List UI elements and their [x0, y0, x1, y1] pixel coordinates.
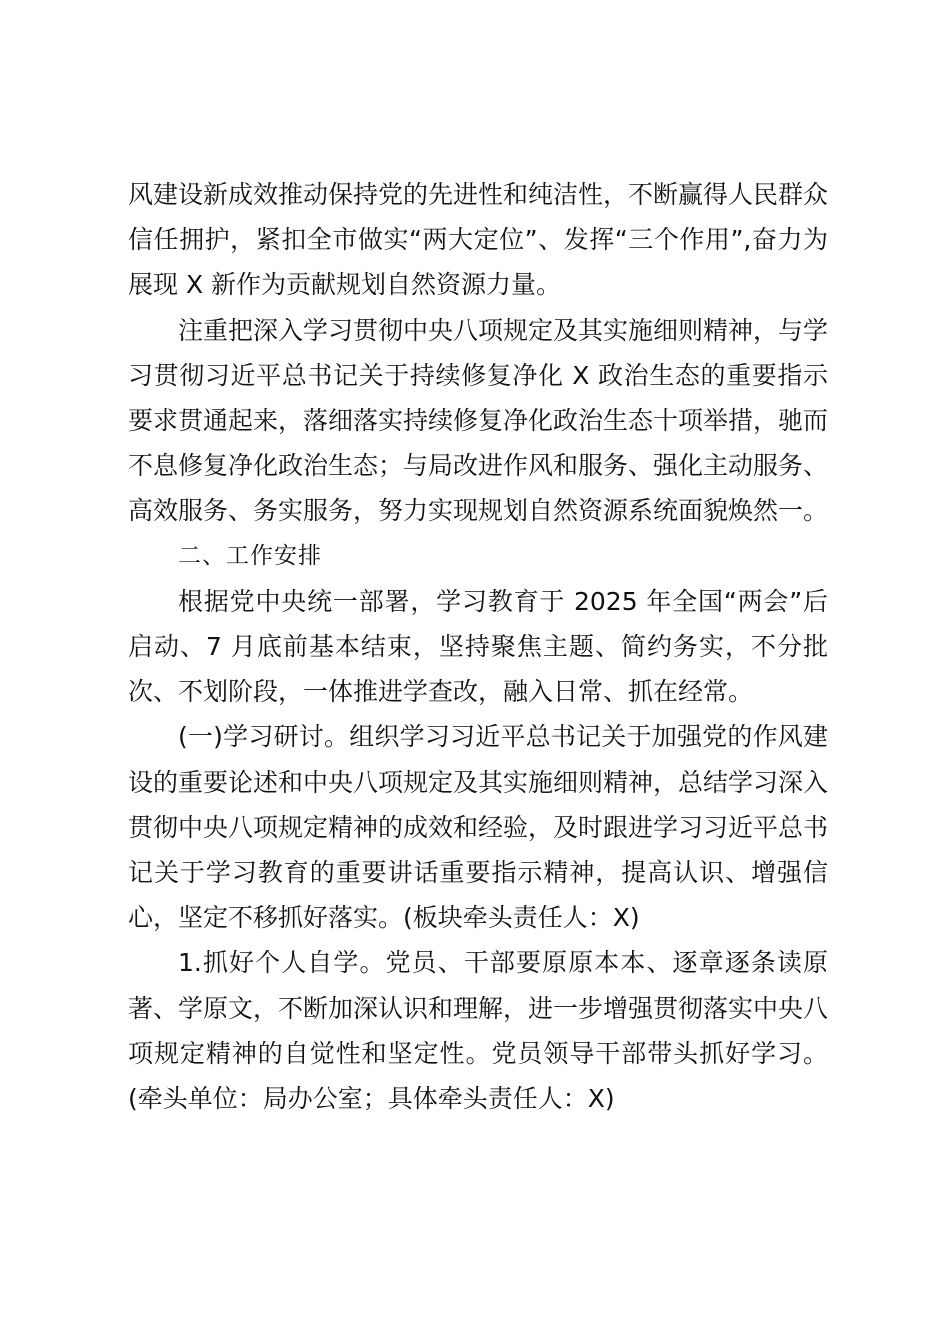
document-body [128, 172, 828, 1121]
paragraph-schedule: 根据党中央统一部署，学习教育于 2025 年全国“两会”后启动、7 月底前基本结束，坚持聚焦主题、简约务实，不分批次、不划阶段，一体推进学查改，融入日常、抓在经常。 [128, 586, 828, 707]
section-heading-work-arrangement: 二、工作安排 [178, 542, 322, 569]
paragraph-continuation: 风建设新成效推动保持党的先进性和纯洁性，不断赢得人民群众信任拥护，紧扣全市做实“两大定位”、发挥“三个作用”,奋力为展现 X 新作为贡献规划自然资源力量。 [128, 180, 829, 300]
paragraph-self-study: 1.抓好个人自学。党员、干部要原原本本、逐章逐条读原著、学原文，不断加深认识和理解，进一步增强贯彻落实中央八项规定精神的自觉性和坚定性。党员领导干部带头抓好学习。(牵头单位：局办公室；具体牵头责任人：X) [128, 948, 829, 1114]
paragraph-integration: 注重把深入学习贯彻中央八项规定及其实施细则精神，与学习贯彻习近平总书记关于持续修复净化 X 政治生态的重要指示要求贯通起来，落细落实持续修复净化政治生态十项举措，驰而不息修复净化政治生态；与局改进作风和服务、强化主动服务、高效服务、务实服务，努力实现规划自然资源系统面貌焕然一。 [128, 315, 829, 526]
paragraph-study-discussion: (一)学习研讨。组织学习习近平总书记关于加强党的作风建设的重要论述和中央八项规定及其实施细则精神，总结学习深入贯彻中央八项规定精神的成效和经验，及时跟进学习习近平总书记关于学习教育的重要讲话重要指示精神，提高认识、增强信心，坚定不移抓好落实。(板块牵头责任人：X) [128, 722, 829, 933]
